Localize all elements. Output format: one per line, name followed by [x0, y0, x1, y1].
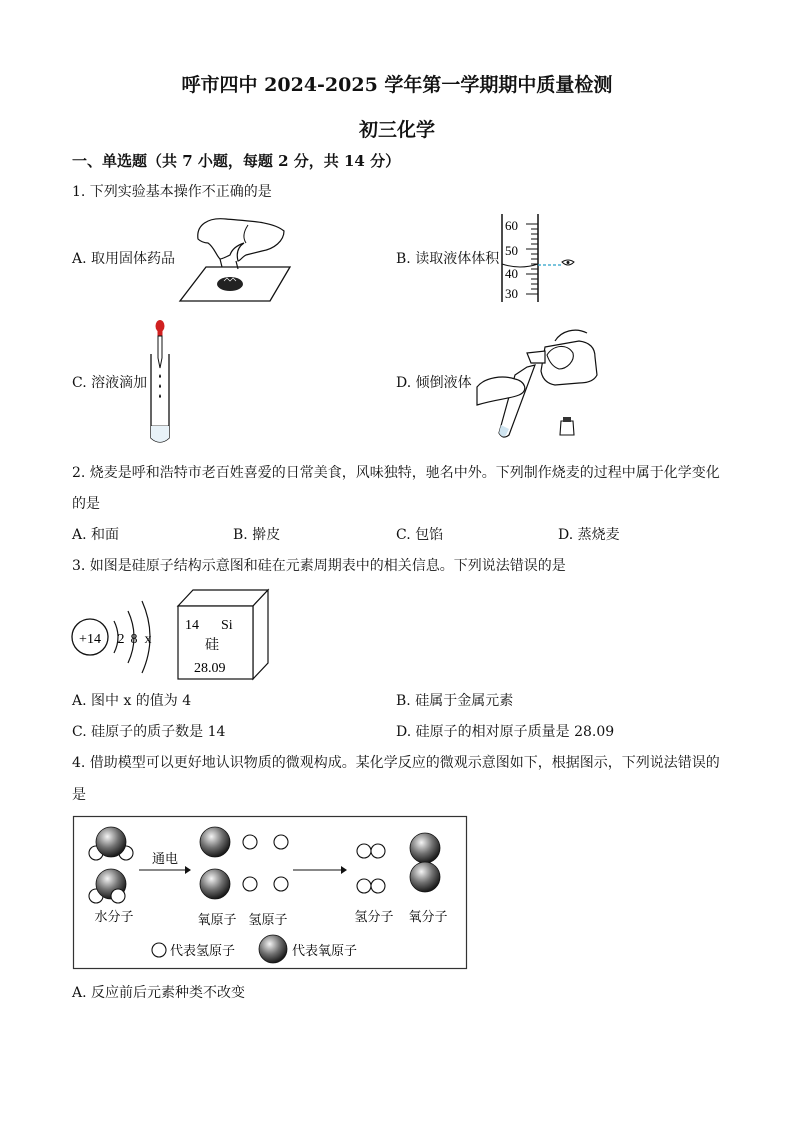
q3-option-c: C. 硅原子的质子数是 14 — [72, 724, 226, 740]
q1-image-solid-reagent — [178, 215, 298, 310]
q1-option-a: A. 取用固体药品 — [72, 251, 176, 267]
reaction-condition: 通电 — [151, 851, 179, 866]
q2-option-b: B. 擀皮 — [233, 527, 281, 543]
q4-stem-line1: 4. 借助模型可以更好地认识物质的微观构成。某化学反应的微观示意图如下，根据图示，下列说法错误的 — [72, 755, 720, 771]
label-hydrogen-atom: 氢原子 — [248, 912, 288, 927]
q1-image-pouring-liquid — [475, 325, 605, 440]
shell-3-electrons: x — [144, 632, 152, 647]
cylinder-tick-40: 40 — [505, 266, 518, 281]
label-oxygen-molecule: 氧分子 — [408, 909, 448, 924]
q3-option-a: A. 图中 x 的值为 4 — [72, 693, 192, 709]
q1-option-d: D. 倾倒液体 — [396, 375, 472, 391]
silicon-atom-structure-diagram — [70, 595, 160, 685]
water-electrolysis-micro-diagram — [73, 816, 467, 969]
periodic-table-cell-silicon — [175, 587, 271, 683]
q3-stem: 3. 如图是硅原子结构示意图和硅在元素周期表中的相关信息。下列说法错误的是 — [72, 558, 566, 574]
q1-option-c: C. 溶液滴加 — [72, 375, 148, 391]
element-name: 硅 — [205, 638, 219, 653]
q3-option-b: B. 硅属于金属元素 — [396, 693, 514, 709]
element-symbol: Si — [221, 618, 233, 633]
cylinder-tick-50: 50 — [505, 243, 518, 258]
exam-subject: 初三化学 — [358, 119, 435, 141]
atomic-mass: 28.09 — [194, 661, 226, 676]
label-oxygen-atom: 氧原子 — [197, 912, 237, 927]
cylinder-tick-30: 30 — [505, 286, 518, 301]
q2-stem-line1: 2. 烧麦是呼和浩特市老百姓喜爱的日常美食，风味独特，驰名中外。下列制作烧麦的过程中属于化学变化 — [72, 465, 720, 481]
q1-option-b: B. 读取液体体积 — [396, 251, 500, 267]
legend-hydrogen-atom: 代表氢原子 — [170, 943, 236, 958]
q4-stem-line2: 是 — [72, 787, 86, 803]
cylinder-tick-60: 60 — [505, 218, 518, 233]
section-title: 一、单选题（共 7 小题，每题 2 分，共 14 分） — [72, 152, 401, 170]
q2-stem-line2: 的是 — [72, 496, 100, 512]
q2-option-a: A. 和面 — [72, 527, 120, 543]
nucleus-charge: +14 — [79, 632, 101, 647]
q3-option-d: D. 硅原子的相对原子质量是 28.09 — [396, 724, 615, 740]
shell-2-electrons: 8 — [130, 632, 138, 647]
q4-option-a: A. 反应前后元素种类不改变 — [72, 985, 246, 1001]
q2-option-d: D. 蒸烧麦 — [558, 527, 620, 543]
legend-oxygen-atom: 代表氧原子 — [292, 943, 358, 958]
label-water-molecule: 水分子 — [94, 909, 134, 924]
shell-1-electrons: 2 — [117, 632, 125, 647]
q1-stem: 1. 下列实验基本操作不正确的是 — [72, 184, 272, 200]
q1-image-dropper — [148, 318, 178, 446]
atomic-number: 14 — [185, 618, 199, 633]
exam-title: 呼市四中 2024-2025 学年第一学期期中质量检测 — [181, 74, 613, 96]
label-hydrogen-molecule: 氢分子 — [354, 909, 394, 924]
q1-image-graduated-cylinder — [500, 214, 590, 306]
q2-option-c: C. 包馅 — [396, 527, 444, 543]
